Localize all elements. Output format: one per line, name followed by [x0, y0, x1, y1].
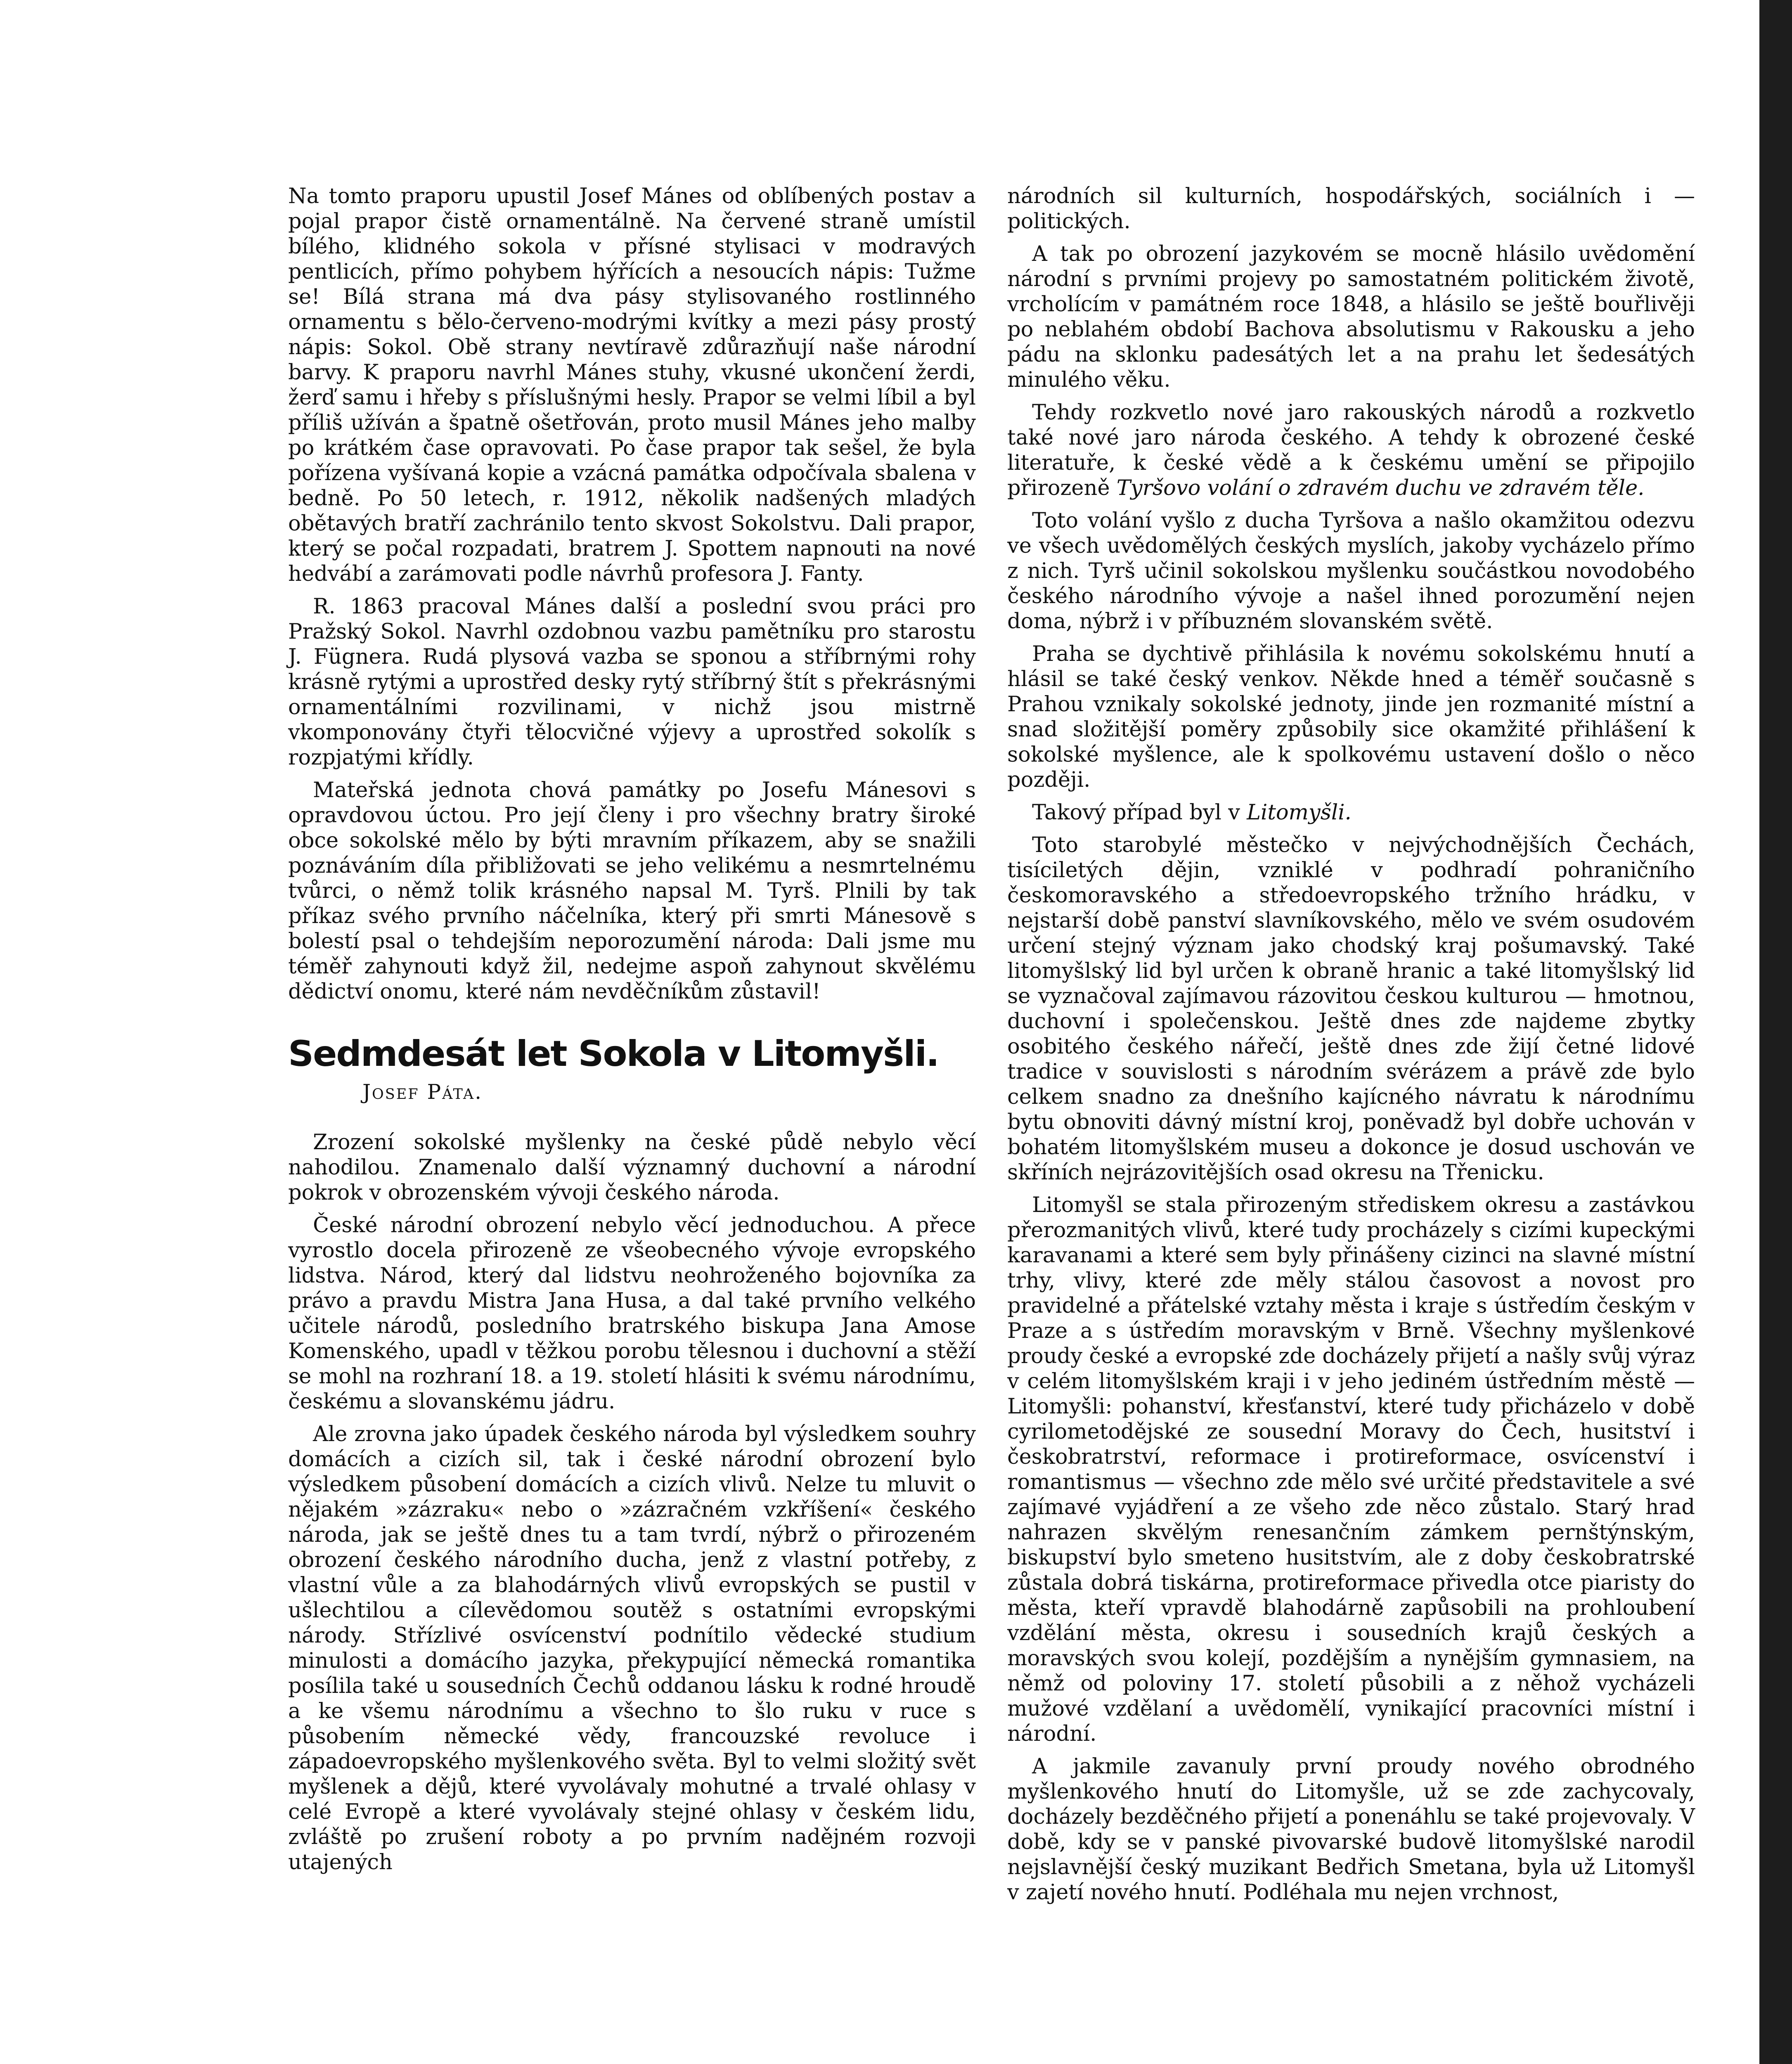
paragraph-body — [1007, 400, 1695, 501]
paragraph-body: České národní obrození nebylo věcí jednoduchou. A přece vyrostlo docela přirozeně ze všeobecného vývoje evropského lidstva. Národ, který dal lidstvu neohroženého bojovníka za právo a pravdu Mistra Jana Husa, a dal také prvního velkého učitele národů, posledního bratrského biskupa Jana Amose Komenského, upadl v těžkou porobu tělesnou i duchovní a stěží se mohl na rozhraní 18. a 19. století hlásiti k svému národnímu, českému a slovanskému jádru. — [288, 1213, 976, 1414]
paragraph-text: Tehdy rozkvetlo nové jaro rakouských národů a rozkvetlo také nové jaro národa českého. A tehdy k obrozené české literatuře, k české vědě a k českému umění se připojilo přirozeně — [1007, 400, 1695, 500]
paragraph-manes-flag: Na tomto praporu upustil Josef Mánes od oblíbených postav a pojal prapor čistě ornamentálně. Na červené straně umístil bílého, klidného sokola v přísné stylisaci v modravých pentlicích, přímo pohybem hýřících a nesoucích nápis: Tužme se! Bílá strana má dva pásy stylisovaného rostlinného ornamentu s bělo-červeno-modrými kvítky a mezi pásy prostý nápis: Sokol. Obě strany nevtíravě zdůrazňují naše národní barvy. K praporu navrhl Mánes stuhy, vkusné ukončení žerdi, žerď samu i hřeby s příslušnými hesly. Prapor se velmi líbil a byl příliš užíván a špatně ošetřován, proto musil Mánes jeho malby po krátkém čase opravovati. Po čase prapor tak sešel, že byla pořízena vyšívaná kopie a vzácná památka odpočívala sbalena v bedně. Po 50 letech, r. 1912, několik nadšených mladých obětavých bratří zachránilo tento skvost Sokolstvu. Dali prapor, který se počal rozpadati, bratrem J. Spottem napnouti na nové hedvábí a zarámovati podle návrhů profesora J. Fanty. — [288, 184, 976, 586]
paragraph-body: Toto starobylé městečko v nejvýchodnějších Čechách, tisíciletých dějin, vzniklé v podhradí pohraničního českomoravského a středoevropského tržního hrádku, v nejstarší době panství slavníkovského, mělo ve svém osudovém určení stejný význam jako chodský kraj pošumavský. Také litomyšlský lid byl určen k obraně hranic a také litomyšlský lid se vyznačoval zajímavou rázovitou českou kulturou — hmotnou, duchovní i společenskou. Ještě dnes zde najdeme zbytky osobitého českého nářečí, ještě dnes zde žijí četné lidové tradice v souvislosti s národním svérázem a právě zde bylo celkem snadno za dnešního kajícného návratu k národnímu bytu obnoviti dávný místní kroj, poněvadž byl dobře uchován v bohatém litomyšlském museu a dokonce je dosud uschován ve skříních nejrázovitějších osad okresu na Třenicku. — [1007, 833, 1695, 1185]
paragraph-body: národních sil kulturních, hospodářských, sociálních i — politických. — [1007, 184, 1695, 234]
paragraph-body: Praha se dychtivě přihlásila k novému sokolskému hnutí a hlásil se také český venkov. Někde hned a téměř současně s Prahou vznikaly sokolské jednoty, jinde jen rozmanité místní a snad složitější poměry způsobily sice okamžité přihlášení k sokolské myšlence, ale k spolkovému ustavení došlo o něco později. — [1007, 642, 1695, 792]
paragraph-body: Toto volání vyšlo z ducha Tyršova a našlo okamžitou odezvu ve všech uvědomělých českých myslích, jakoby vycházelo přímo z nich. Tyrš učinil sokolskou myšlenku součástkou novodobého českého národního vývoje a našel ihned porozumění nejen doma, nýbrž i v příbuzném slovanském světě. — [1007, 509, 1695, 634]
article-author: Josef Páta. — [362, 1080, 483, 1104]
paragraph-manes-legacy: Mateřská jednota chová památky po Josefu Mánesovi s opravdovou úctou. Pro její členy i pro všechny bratry široké obce sokolské mělo by býti mravním příkazem, aby se snažili poznáváním díla přibližovati se jeho velikému a nesmrtelnému tvůrci, o němž tolik krásného napsal M. Tyrš. Plnili by tak příkaz svého prvního náčelníka, který při smrti Mánesově s bolestí psal o tehdejším neporozumění národa: Dali jsme mu téměř zahynouti když žil, nedejme aspoň zahynout skvělému dědictví onomu, které nám nevděčníkům zůstavil! — [288, 778, 976, 1004]
left-column — [288, 184, 976, 1882]
paragraph-text: Takový případ byl v — [1032, 800, 1240, 825]
paragraph-body: A tak po obrození jazykovém se mocně hlásilo uvědomění národní s prvními projevy po samostatném politickém životě, vrcholícím v památném roce 1848, a hlásilo se ještě bouřlivěji po neblahém období Bachova absolutismu v Rakousku a jeho pádu na sklonku padesátých let a na prahu let šedesátých minulého věku. — [1007, 242, 1695, 392]
italic-phrase: Litomyšli. — [1247, 800, 1352, 825]
right-column — [1007, 184, 1695, 1913]
article-title: Sedmdesát let Sokola v Litomyšli. — [288, 1033, 939, 1075]
paragraph-body: A jakmile zavanuly první proudy nového obrodného myšlenkového hnutí do Litomyšle, už se zde zachycovaly, docházely bezděčného přijetí a ponenáhlu se také projevovaly. V době, kdy se v panské pivovarské budově litomyšlské narodil nejslavnější český muzikant Bedřich Smetana, byla už Litomyšl v zajetí nového hnutí. Podléhala mu nejen vrchnost, — [1007, 1754, 1695, 1905]
paragraph-body: Ale zrovna jako úpadek českého národa byl výsledkem souhry domácích a cizích sil, tak i české národní obrození bylo výsledkem působení domácích a cizích vlivů. Nelze tu mluvit o nějakém »zázraku« nebo o »zázračném vzkříšení« českého národa, jak se ještě dnes tu a tam tvrdí, nýbrž o přirozeném obrození českého národního ducha, jenž z vlastní potřeby, z vlastní vůle a za blahodárných vlivů evropských se pustil v ušlechtilou a cílevědomou soutěž s ostatními evropskými národy. Střízlivé osvícenství podnítilo vědecké studium minulosti a domácího jazyka, překypující německá romantika posílila také u sousedních Čechů oddanou lásku k rodné hroudě a ke všemu národnímu a všechno to šlo ruku v ruce s působením německé vědy, francouzské revoluce i západoevropského myšlenkového světa. Byl to velmi složitý svět myšlenek a dějů, které vyvolávaly mohutné a trvalé ohlasy v celé Evropě a které vyvolávaly stejné ohlasy v českém lidu, zvláště po zrušení roboty a po prvním nadějném rozvoji utajených — [288, 1422, 976, 1875]
paragraph-body — [1007, 800, 1695, 825]
scan-edge — [1759, 0, 1792, 2064]
paragraph-body: Zrození sokolské myšlenky na české půdě nebylo věcí nahodilou. Znamenalo další významný duchovní a národní pokrok v obrozenském vývoji českého národa. — [288, 1130, 976, 1205]
italic-phrase: Tyršovo volání o zdravém duchu ve zdravém těle. — [1116, 476, 1645, 500]
paragraph-manes-binding: R. 1863 pracoval Mánes další a poslední svou práci pro Pražský Sokol. Navrhl ozdobnou vazbu pamětníku pro starostu J. Fügnera. Rudá plysová vazba se sponou a stříbrnými rohy krásně rytými a uprostřed desky rytý stříbrný štít s překrásnými ornamentálními rozvilinami, v nichž jsou mistrně vkomponovány čtyři tělocvičné výjevy a uprostřed sokolík s rozpjatými křídly. — [288, 594, 976, 770]
paragraph-body: Litomyšl se stala přirozeným střediskem okresu a zastávkou přerozmanitých vlivů, které tudy procházely s cizími kupeckými karavanami a které sem byly přinášeny cizinci na slavné místní trhy, vlivy, které zde měly stálou časovost a novost pro pravidelné a přátelské vztahy města i kraje s ústředím českým v Praze a s ústředím moravským v Brně. Všechny myšlenkové proudy české a evropské zde docházely přijetí a našly svůj výraz v celém litomyšlském kraji i v jeho jediném ústředním městě — Litomyšli: pohanství, křesťanství, které tudy přicházelo v době cyrilometodějské ze sousední Moravy do Čech, husitství i českobratrství, reformace i protireformace, osvícenství i romantismus — všechno zde mělo své určité představitele a své zajímavé vyjádření a ze všeho zde něco zůstalo. Starý hrad nahrazen skvělým renesančním zámkem pernštýnským, biskupství bylo smeteno husitstvím, ale z doby českobratrské zůstala dobrá tiskárna, protireformace přivedla otce piaristy do města, kteří vpravdě blahodárně zapůsobili na prohloubení vzdělání města, okresu i sousedních krajů českých a moravských svou kolejí, pozdějším a nynějším gymnasiem, na němž od poloviny 17. století působili a z něhož vycházeli mužové vzdělaní a uvědomělí, vynikající pracovníci místní i národní. — [1007, 1193, 1695, 1746]
